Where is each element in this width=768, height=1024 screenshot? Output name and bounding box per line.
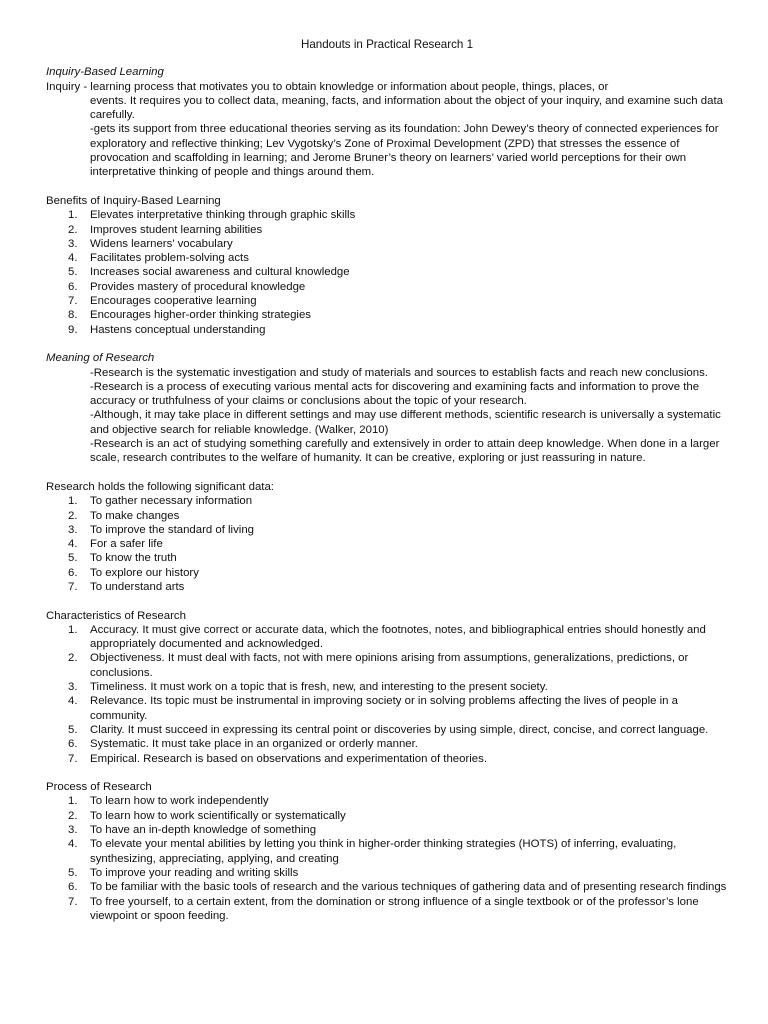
list-item [46,752,728,766]
list-text: Elevates interpretative thinking through graphic skills [90,209,356,222]
list-item [46,251,728,265]
list-item [46,694,728,723]
list-item [46,623,728,652]
significant-section [46,480,728,594]
characteristics-section [46,609,728,766]
benefits-section [46,194,728,337]
list-number: 5. [68,266,78,279]
list-text: To gather necessary information [90,495,253,508]
list-text: Empirical. Research is based on observations and experimentation of theories. [90,752,487,765]
document-title: Handouts in Practical Research 1 [300,38,474,51]
list-item [46,737,728,751]
list-text: Timeliness. It must work on a topic that is fresh, new, and interesting to the present society. [90,681,548,694]
list-text: To explore our history [90,566,199,579]
list-item [46,866,728,880]
list-number: 4. [68,838,78,851]
list-number: 2. [68,223,78,236]
list-text: To improve your reading and writing skills [90,866,299,879]
meaning-paragraph: -Although, it may take place in different settings and may use different methods, scientific research is universally a systematic and objective search for reliable knowledge. (Walker, 2010) [90,409,721,436]
inquiry-section [46,65,728,179]
list-text: To improve the standard of living [90,523,254,536]
list-item [46,895,728,924]
list-number: 7. [68,895,78,908]
list-item [46,294,728,308]
list-text: Improves student learning abilities [90,223,263,236]
list-number: 4. [68,695,78,708]
list-number: 2. [68,652,78,665]
list-item [46,794,728,808]
process-section [46,780,728,923]
list-number: 6. [68,881,78,894]
list-number: 6. [68,280,78,293]
list-text: Objectiveness. It must deal with facts, not with mere opinions arising from assumptions, generalizations, predictions, or conclusions. [90,652,689,679]
list-text: To have an in-depth knowledge of something [90,824,317,837]
list-text: To learn how to work independently [90,795,269,808]
list-text: Accuracy. It must give correct or accurate data, which the footnotes, notes, and bibliographical entries should honestly and appropriately documented and acknowledged. [90,623,706,651]
list-item [46,680,728,694]
inquiry-theories-paragraph: -gets its support from three educational theories serving as its foundation: John Dewey’s theory of connected experiences for exploratory and reflective thinking; Lev Vygotsky’s Zone of Proximal Development (ZPD) that stresses the essence of provocation and scaffolding in learning; and Jerome Bruner’s theory on learners’ varied world perceptions for their own interpretative thinking of people and things around them. [90,123,719,179]
list-number: 3. [68,824,78,837]
list-number: 4. [68,538,78,551]
meaning-paragraph: -Research is the systematic investigation and study of materials and sources to establish facts and reach new conclusions. [90,366,708,379]
list-item [46,651,728,680]
list-text: For a safer life [90,538,163,551]
list-number: 9. [68,323,78,336]
list-number: 6. [68,566,78,579]
list-item [46,823,728,837]
list-item [46,208,728,222]
list-text: Provides mastery of procedural knowledge [90,280,306,293]
list-item [46,308,728,322]
list-text: To free yourself, to a certain extent, from the domination or strong influence of a single textbook or of the professor’s lone viewpoint or spoon feeding. [90,895,699,922]
list-number: 2. [68,809,78,822]
list-number: 3. [68,237,78,250]
list-text: To understand arts [90,580,185,593]
process-list [46,794,728,923]
list-item [46,723,728,737]
meaning-paragraph: -Research is a process of executing various mental acts for discovering and examining facts and information to prove the accuracy or truthfulness of your claims or conclusions about the topic of your research. [90,380,700,408]
list-number: 6. [68,738,78,751]
characteristics-list [46,623,728,766]
list-text: Encourages cooperative learning [90,295,257,308]
list-text: Systematic. It must take place in an organized or orderly manner. [90,738,418,751]
meaning-section [46,351,728,465]
list-text: To be familiar with the basic tools of research and the various techniques of gathering data and of presenting research findings [90,881,727,894]
list-text: Increases social awareness and cultural knowledge [90,266,350,279]
list-number: 4. [68,252,78,265]
list-number: 1. [68,209,78,222]
meaning-heading: Meaning of Research [46,352,155,365]
list-item [46,551,728,565]
list-number: 7. [68,580,78,593]
list-number: 3. [68,681,78,694]
list-text: Facilitates problem-solving acts [90,252,249,265]
meaning-paragraph: -Research is an act of studying something carefully and extensively in order to attain deep knowledge. When done in a larger scale, research contributes to the welfare of humanity. It can be creative, exploring or just reassuring in nature. [90,438,720,465]
process-heading: Process of Research [46,781,152,794]
list-item [46,809,728,823]
list-number: 3. [68,523,78,536]
list-number: 7. [68,752,78,765]
list-number: 2. [68,509,78,522]
list-item [46,837,728,866]
list-item [46,280,728,294]
list-item [46,323,728,337]
list-item [46,880,728,894]
list-item [46,237,728,251]
list-item [46,580,728,594]
characteristics-heading: Characteristics of Research [46,609,186,622]
list-text: To know the truth [90,552,177,565]
significant-list [46,494,728,594]
list-text: To make changes [90,509,180,522]
list-item [46,494,728,508]
list-number: 5. [68,723,78,736]
list-text: Relevance. Its topic must be instrumental in improving society or in solving problems affecting the lives of people in a community. [90,695,678,722]
list-text: To elevate your mental abilities by letting you think in higher-order thinking strategies (HOTS) of inferring, evaluating, synthesizing, appreciating, applying, and creating [90,838,677,865]
list-item [46,566,728,580]
list-item [46,537,728,551]
list-number: 7. [68,295,78,308]
list-text: To learn how to work scientifically or systematically [90,809,346,822]
inquiry-heading: Inquiry-Based Learning [46,66,164,79]
list-number: 1. [68,795,78,808]
list-number: 5. [68,866,78,879]
list-item [46,509,728,523]
list-text: Clarity. It must succeed in expressing its central point or discoveries by using simple, direct, concise, and correct language. [90,723,709,736]
significant-heading: Research holds the following significant data: [46,480,274,493]
list-text: Widens learners’ vocabulary [90,237,233,250]
list-number: 8. [68,309,78,322]
list-number: 1. [68,495,78,508]
list-text: Encourages higher-order thinking strategies [90,309,311,322]
benefits-heading: Benefits of Inquiry-Based Learning [46,194,221,207]
list-text: Hastens conceptual understanding [90,323,266,336]
list-number: 1. [68,623,78,636]
inquiry-definition-continued: events. It requires you to collect data, meaning, facts, and information about the object of your inquiry, and examine such data carefully. [90,94,723,122]
list-item [46,523,728,537]
list-number: 5. [68,552,78,565]
inquiry-definition-lead: Inquiry - learning process that motivates you to obtain knowledge or information about people, things, places, or [46,80,609,93]
benefits-list [46,208,728,337]
list-item [46,223,728,237]
list-item [46,265,728,279]
